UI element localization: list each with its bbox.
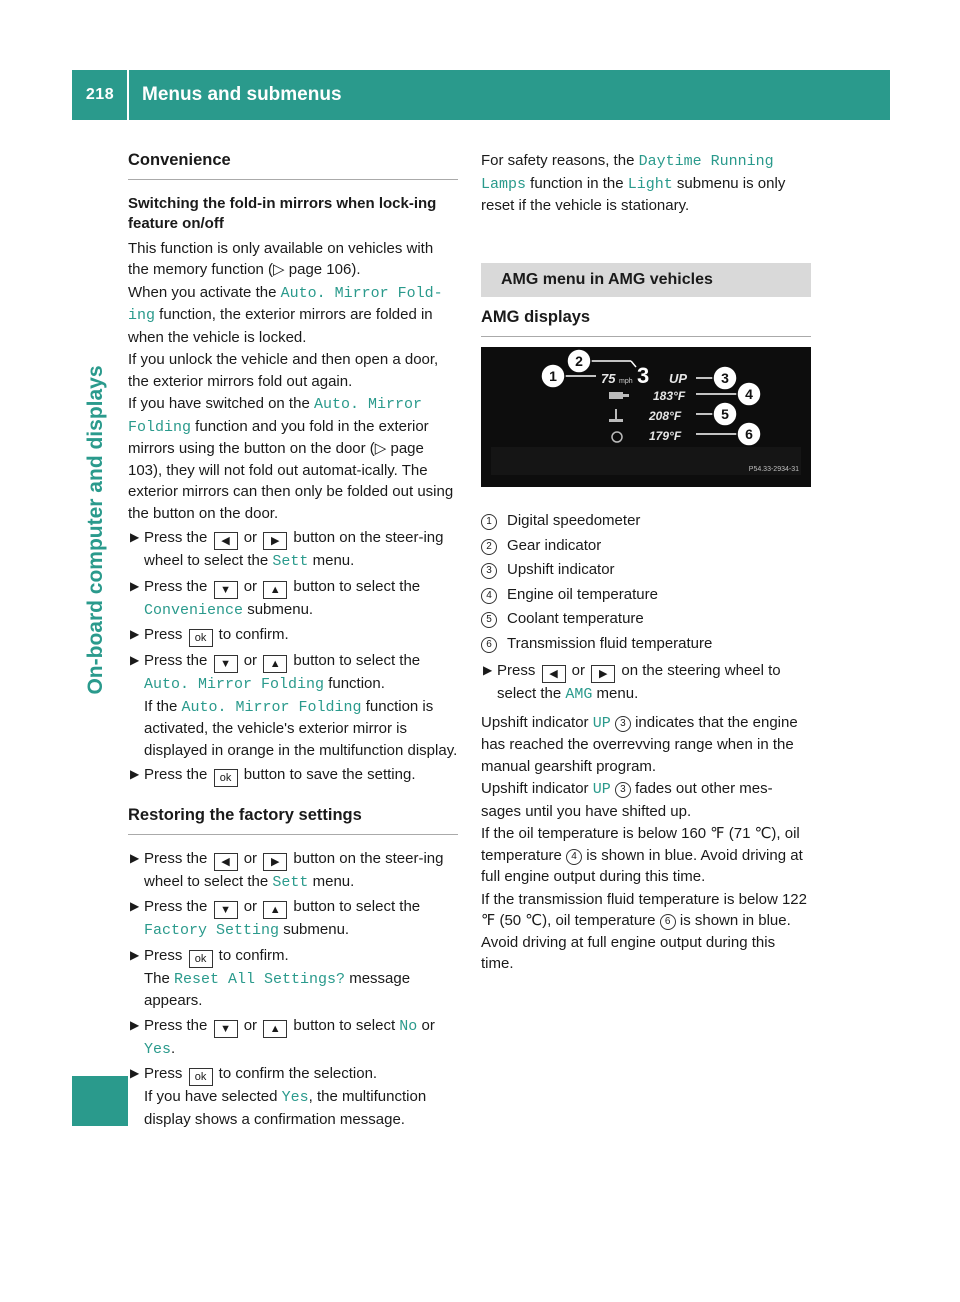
- right-column: [481, 150, 811, 976]
- right-key-icon: ▶: [591, 665, 615, 683]
- header-divider: [127, 70, 129, 120]
- paragraph-unlock: If you unlock the vehicle and then open a door, the exterior mirrors fold out again.: [128, 351, 439, 390]
- ok-key-icon: ok: [189, 950, 213, 968]
- step-arrow-icon: ▶: [483, 663, 493, 677]
- callout-4: 4: [745, 385, 753, 402]
- down-key-icon: ▼: [214, 655, 238, 673]
- up-key-icon: ▲: [263, 901, 287, 919]
- chapter-title: Menus and submenus: [142, 84, 342, 105]
- legend-item: 2 Gear indicator: [481, 535, 811, 557]
- legend-item: 6 Transmission fluid temperature: [481, 633, 811, 655]
- figure-ref: P54.33-2934-31: [748, 465, 799, 473]
- step-select-amg: ▶ Press ◀ or ▶ on the steering wheel to select the AMG menu.: [483, 662, 781, 703]
- callout-3: 3: [721, 369, 729, 386]
- right-key-icon: ▶: [263, 853, 287, 871]
- paragraph-switched-on: If you have switched on the Auto. Mirror Folding function and you fold in the exterior mirrors using the button on the door (▷ page 103), they will not fold out automat-ically. The exterior mirrors can then only be folded out using the button on the door.: [128, 395, 454, 522]
- left-key-icon: ◀: [214, 853, 238, 871]
- paragraph-safety: For safety reasons, the Daytime Running Lamps function in the Light submenu is only reset if the vehicle is stationary.: [481, 152, 786, 214]
- step-arrow-icon: ▶: [130, 850, 140, 865]
- step-restore-factory: ▶ Press the ▼ or ▲ button to select the Factory Setting submenu.: [130, 898, 421, 939]
- callout-2: 2: [575, 352, 583, 369]
- down-key-icon: ▼: [214, 1020, 238, 1038]
- page-number: 218: [85, 86, 115, 103]
- up-key-icon: ▲: [263, 581, 287, 599]
- ok-key-icon: ok: [214, 769, 238, 787]
- paragraph-trans-temp: If the transmission fluid temperature is below 122 ℉ (50 ℃), oil temperature 6 is shown in blue. Avoid driving at full engine output during this time.: [481, 890, 807, 972]
- paragraph-upshift-1: Upshift indicator UP 3 indicates that the engine has reached the overrevving range when in the manual gearshift program.: [481, 713, 798, 775]
- step-arrow-icon: ▶: [130, 530, 140, 544]
- step-restore-select: ▶ Press the ▼ or ▲ button to select No or Yes.: [130, 1016, 435, 1058]
- left-key-icon: ◀: [214, 532, 238, 550]
- ok-key-icon: ok: [189, 1068, 213, 1086]
- amg-menu-box: AMG menu in AMG vehicles: [481, 263, 811, 298]
- left-column: [128, 150, 458, 1133]
- step-arrow-icon: ▶: [130, 627, 140, 641]
- step-arrow-icon: ▶: [130, 899, 140, 913]
- step-restore-final: ▶ Press ok to confirm the selection. If you have selected Yes, the multifunction display shows a confirmation message.: [130, 1065, 427, 1128]
- legend-item: 1 Digital speedometer: [481, 510, 811, 532]
- paragraph-activate: When you activate the Auto. Mirror Fold-ing function, the exterior mirrors are folded in when the vehicle is locked.: [128, 283, 443, 346]
- section-title-amg-displays: AMG displays: [481, 307, 811, 337]
- step-arrow-icon: ▶: [130, 947, 140, 962]
- down-key-icon: ▼: [214, 581, 238, 599]
- section-title-convenience: Convenience: [128, 150, 458, 180]
- step-select-sett: ▶ Press the ◀ or ▶ button on the steer-ing wheel to select the Sett menu.: [130, 529, 444, 570]
- figure-speed: 75: [601, 370, 616, 386]
- legend-item: 5 Coolant temperature: [481, 608, 811, 630]
- step-arrow-icon: ▶: [130, 578, 140, 593]
- figure-gear: 3: [637, 362, 650, 388]
- callout-1: 1: [549, 367, 557, 384]
- side-tab-block: [72, 1076, 128, 1126]
- step-select-auto-mirror: ▶ Press the ▼ or ▲ button to select the Auto. Mirror Folding function. If the Auto. Mirror Folding function is activated, the vehicle's exterior mirror is displayed in orange in the multifunction display.: [130, 652, 458, 759]
- step-save: ▶ Press the ok button to save the setting.: [128, 764, 458, 787]
- up-key-icon: ▲: [263, 655, 287, 673]
- down-key-icon: ▼: [214, 901, 238, 919]
- step-restore-sett: ▶ Press the ◀ or ▶ button on the steer-ing wheel to select the Sett menu.: [130, 849, 444, 891]
- subheading-fold-in-mirrors: Switching the fold-in mirrors when lock-ing feature on/off: [128, 194, 437, 232]
- figure-coolant-temp: 208°F: [649, 408, 682, 423]
- section-title-factory: Restoring the factory settings: [128, 805, 458, 835]
- side-tab-label: On-board computer and displays: [84, 365, 107, 695]
- figure-trans-temp: 179°F: [649, 428, 682, 443]
- right-key-icon: ▶: [263, 532, 287, 550]
- callout-6: 6: [745, 425, 753, 442]
- step-confirm: ▶ Press ok to confirm.: [128, 624, 458, 647]
- step-arrow-icon: ▶: [130, 1066, 140, 1080]
- paragraph-memory-function: This function is only available on vehicles with the memory function (▷ page 106).: [128, 239, 434, 278]
- legend-item: 4 Engine oil temperature: [481, 584, 811, 606]
- legend-item: 3 Upshift indicator: [481, 559, 811, 581]
- figure-oil-temp: 183°F: [653, 388, 686, 403]
- legend-list: [481, 510, 811, 654]
- step-arrow-icon: ▶: [130, 653, 140, 667]
- amg-display-figure: [481, 347, 811, 487]
- callout-5: 5: [721, 405, 729, 422]
- step-arrow-icon: ▶: [130, 1017, 140, 1032]
- step-select-convenience: ▶ Press the ▼ or ▲ button to select the Convenience submenu.: [130, 577, 421, 619]
- figure-speed-unit: mph: [619, 377, 633, 385]
- figure-upshift: UP: [669, 370, 688, 386]
- ok-key-icon: ok: [189, 629, 213, 647]
- up-key-icon: ▲: [263, 1020, 287, 1038]
- step-restore-confirm: ▶ Press ok to confirm. The Reset All Settings? message appears.: [130, 946, 411, 1009]
- step-arrow-icon: ▶: [130, 767, 140, 781]
- paragraph-upshift-2: Upshift indicator UP 3 fades out other mes-sages until you have shifted up.: [481, 780, 773, 820]
- left-key-icon: ◀: [542, 665, 566, 683]
- paragraph-oil-temp: If the oil temperature is below 160 ℉ (71 ℃), oil temperature 4 is shown in blue. Avoid driving at full engine output during this time.: [481, 825, 803, 885]
